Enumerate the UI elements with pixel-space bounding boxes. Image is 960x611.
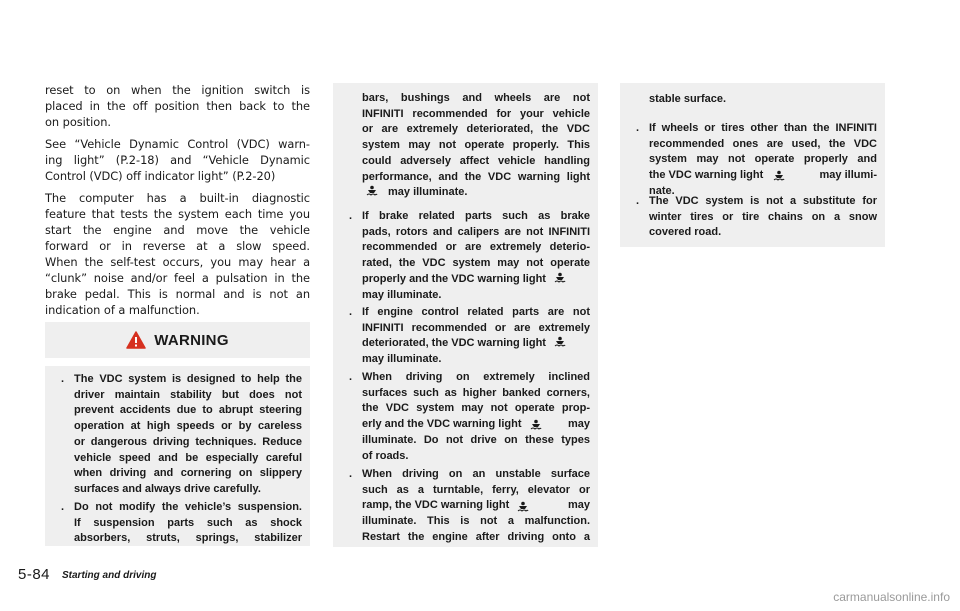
text-line: absorbers, struts, springs, stabilizer xyxy=(74,532,302,545)
watermark: carmanualsonline.info xyxy=(833,590,950,604)
text-line: If suspension parts such as shock xyxy=(74,516,302,529)
text-line: surfaces and always drive carefully. xyxy=(74,482,261,495)
warning-header xyxy=(45,322,310,358)
text-line: When driving on an unstable surface xyxy=(362,468,590,480)
text-line: operation at high speeds or by careless xyxy=(74,420,302,433)
warning-box-left xyxy=(45,366,310,546)
text-line: of roads. xyxy=(362,449,409,462)
text-line: or are extremely deteriorated, the VDC xyxy=(362,123,590,136)
text-line xyxy=(362,185,590,201)
text-line: See “Vehicle Dynamic Control (VDC) warn- xyxy=(45,137,310,151)
text-line: The VDC system is designed to help the xyxy=(74,373,302,385)
vdc-warning-light-icon xyxy=(554,272,566,283)
paragraph-reset xyxy=(45,82,310,130)
text-line: surfaces such as higher banked corners, xyxy=(362,386,590,399)
text-line: bars, bushings and wheels are not xyxy=(362,92,590,104)
text-line: reset to on when the ignition switch is xyxy=(45,83,310,97)
text-line xyxy=(362,498,590,514)
bullet-dot: . xyxy=(349,210,353,222)
left-column xyxy=(45,82,310,318)
text-line: rated, the VDC system may not operate xyxy=(362,257,590,270)
page-number: 5-84 xyxy=(18,566,51,583)
text-line: Do not modify the vehicle’s suspension. xyxy=(74,501,302,513)
text-line: Restart the engine after driving onto a xyxy=(362,530,590,543)
bullet-dot: . xyxy=(349,306,353,318)
icon-line-text: ramp, the VDC warning light xyxy=(362,499,510,512)
text-line: illuminate. Do not drive on these types xyxy=(362,433,590,446)
text-line: could adversely affect vehicle handling xyxy=(362,154,590,167)
text-line: feature that tests the system each time you xyxy=(45,207,310,221)
text-line: If wheels or tires other than the INFINITI xyxy=(649,122,877,134)
bullet-dot: . xyxy=(61,373,65,385)
icon-after-text: may illumi- xyxy=(819,169,877,182)
vdc-warning-light-icon xyxy=(517,501,529,512)
text-line xyxy=(649,168,877,184)
bullet-text xyxy=(74,500,302,547)
text-line: forward or in reverse at a slow speed. xyxy=(45,239,310,253)
text-line: such as a turntable, ferry, elevator or xyxy=(362,483,590,496)
text-line: INFINITI recommended for your vehicle xyxy=(362,107,590,120)
text-line: brake pedal. This is normal and is not an xyxy=(45,287,310,301)
icon-line-text: the VDC warning light xyxy=(649,169,764,182)
icon-after-text: may xyxy=(567,418,590,431)
warning-box-middle xyxy=(333,83,598,547)
vdc-warning-light-icon xyxy=(530,419,542,430)
text-line: covered road. xyxy=(649,226,722,239)
text-line: may illuminate. xyxy=(362,353,442,366)
warning-triangle-icon xyxy=(126,331,146,349)
text-line: If engine control related parts are not xyxy=(362,306,590,318)
paragraph-see-also xyxy=(45,136,310,184)
icon-line-text: properly and the VDC warning light xyxy=(362,272,546,285)
continuation-text xyxy=(362,91,590,201)
warning-box-right xyxy=(620,83,885,247)
text-line: recommended or are extremely deterio- xyxy=(362,241,590,254)
text-line: placed in the off position then back to the xyxy=(45,99,310,113)
vdc-warning-light-icon xyxy=(554,336,566,347)
bullet-text xyxy=(362,370,590,464)
bullet-text xyxy=(649,121,877,200)
text-line: When driving on extremely inclined xyxy=(362,371,590,383)
text-line: pads, rotors and calipers are not INFINITI xyxy=(362,225,590,238)
bullet-text xyxy=(362,209,590,303)
text-line: ing light” (P.2-18) and “Vehicle Dynamic xyxy=(45,153,310,167)
text-line: prevent accidents due to abrupt steering xyxy=(74,404,302,417)
icon-line-text: deteriorated, the VDC warning light xyxy=(362,337,546,350)
text-line xyxy=(362,272,590,288)
text-line: system may not operate properly and xyxy=(649,153,877,166)
text-line xyxy=(362,417,590,433)
bullet-text xyxy=(362,467,590,546)
text-line: vehicle speed and be especially careful xyxy=(74,451,302,464)
icon-after-text: may xyxy=(567,499,590,512)
text-line: or dangerous driving techniques. Reduce xyxy=(74,435,302,448)
text-line: performance, and the VDC warning light xyxy=(362,170,590,183)
text-line: illuminate. This is not a malfunction. xyxy=(362,515,590,528)
bullet-dot: . xyxy=(61,501,65,513)
text-line xyxy=(362,336,590,352)
text-line: When the self-test occurs, you may hear a xyxy=(45,255,310,269)
text-line: The VDC system is not a substitute for xyxy=(649,195,877,207)
vdc-warning-light-icon xyxy=(773,170,785,181)
bullet-text xyxy=(74,372,302,498)
bullet-text xyxy=(362,305,590,368)
bullet-dot: . xyxy=(636,195,640,207)
text-line: the VDC system may not operate prop- xyxy=(362,402,590,415)
paragraph-diagnostic xyxy=(45,190,310,318)
continuation-end: may illuminate. xyxy=(388,186,468,199)
text-line: on position. xyxy=(45,115,111,129)
text-line: driver maintain stability but does not xyxy=(74,388,302,401)
text-line: start the engine and move the vehicle xyxy=(45,223,310,237)
bullet-dot: . xyxy=(636,122,640,134)
icon-line-text: erly and the VDC warning light xyxy=(362,418,522,431)
bullet-text xyxy=(649,194,877,241)
text-line: when driving and cornering on slippery xyxy=(74,467,302,480)
continuation-text: stable surface. xyxy=(649,93,727,105)
text-line: INFINITI recommended or are extremely xyxy=(362,321,590,334)
text-line: indication of a malfunction. xyxy=(45,303,200,317)
text-line: “clunk” noise and/or feel a pulsation in the xyxy=(45,271,310,285)
text-line: The computer has a built-in diagnostic xyxy=(45,191,310,205)
text-line: nate. xyxy=(649,184,675,197)
text-line: recommended ones are used, the VDC xyxy=(649,137,877,150)
warning-title: WARNING xyxy=(154,331,229,349)
text-line: system may not operate properly. This xyxy=(362,139,590,152)
section-title: Starting and driving xyxy=(62,570,157,581)
text-line: If brake related parts such as brake xyxy=(362,210,590,222)
text-line: winter tires or tire chains on a snow xyxy=(649,210,877,223)
vdc-warning-light-icon xyxy=(366,185,378,196)
bullet-dot: . xyxy=(349,468,353,480)
bullet-dot: . xyxy=(349,371,353,383)
text-line: Control (VDC) off indicator light” (P.2-20) xyxy=(45,169,276,183)
text-line: may illuminate. xyxy=(362,288,442,301)
